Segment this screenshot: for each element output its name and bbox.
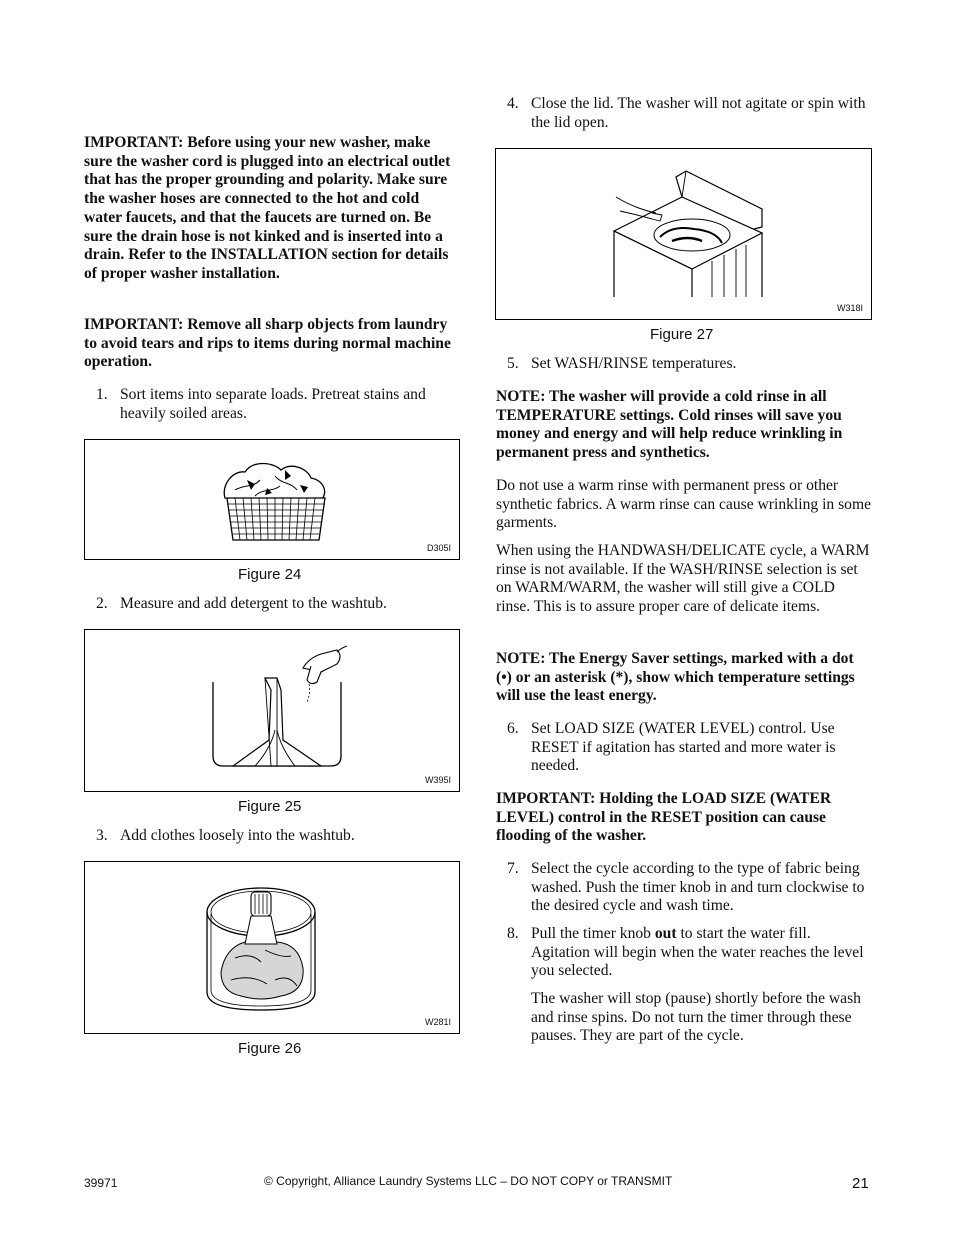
washer-lid-illustration — [496, 149, 871, 319]
paragraph-handwash-delicate: When using the HANDWASH/DELICATE cycle, a WARM rinse is not available. If the WASH/RINSE selection is set on WARM/WARM, the washer will still give a COLD rinse. This is to assure proper care of delicate items. — [496, 542, 870, 616]
step-text: Pull the timer knob — [531, 925, 655, 942]
step-set-temperatures: Set WASH/RINSE temperatures. — [531, 355, 737, 372]
note-energy-saver: NOTE: The Energy Saver settings, marked with a dot (•) or an asterisk (*), show which temperature settings will use the least energy. — [496, 650, 855, 705]
step-text: to start the water fill. Agitation will begin when the water reaches the level you selected. — [531, 925, 864, 980]
step-close-lid: Close the lid. The washer will not agitate or spin with the lid open. — [531, 95, 866, 131]
paragraph-pause-note: The washer will stop (pause) shortly before the wash and rinse spins. Do not turn the timer through these pauses. They are part of the cycle. — [531, 990, 861, 1045]
step-number: 2. — [96, 595, 108, 612]
important-notice-sharp-objects: IMPORTANT: Remove all sharp objects from laundry to avoid tears and rips to items during normal machine operation. — [84, 316, 451, 371]
laundry-basket-illustration — [85, 440, 459, 559]
step-select-cycle: Select the cycle according to the type of fabric being washed. Push the timer knob in and turn clockwise to the desired cycle and wash time. — [531, 860, 865, 915]
important-notice-load-size: IMPORTANT: Holding the LOAD SIZE (WATER LEVEL) control in the RESET position can cause flooding of the washer. — [496, 790, 832, 845]
figure-25-caption: Figure 25 — [238, 798, 302, 815]
document-number: 39971 — [84, 1176, 118, 1190]
step-sort-items: Sort items into separate loads. Pretreat stains and heavily soiled areas. — [120, 386, 426, 422]
step-number: 4. — [507, 95, 519, 112]
important-notice-setup: IMPORTANT: Before using your new washer, make sure the washer cord is plugged into an electrical outlet that has the proper grounding and polarity. Make sure the washer hoses are connected to the hot and cold water faucets, and that the faucets are turned on. Be sure the drain hose is not kinked and is inserted into a drain. Refer to the INSTALLATION section for details of proper washer installation. — [84, 134, 451, 282]
step-emphasis: out — [654, 925, 677, 942]
step-number: 3. — [96, 827, 108, 844]
step-add-detergent: Measure and add detergent to the washtub. — [120, 595, 387, 612]
step-number: 8. — [507, 925, 519, 942]
step-add-clothes: Add clothes loosely into the washtub. — [120, 827, 355, 844]
washtub-clothes-illustration — [85, 862, 459, 1033]
figure-26-clothes-in-tub — [84, 861, 460, 1034]
figure-27-caption: Figure 27 — [650, 326, 714, 343]
note-cold-rinse: NOTE: The washer will provide a cold rinse in all TEMPERATURE settings. Cold rinses will save you money and energy and will help reduce wrinkling in permanent press and synthetics. — [496, 388, 843, 462]
figure-25-detergent — [84, 629, 460, 792]
figure-24-caption: Figure 24 — [238, 566, 302, 583]
detergent-pour-illustration — [85, 630, 459, 791]
step-number: 7. — [507, 860, 519, 877]
copyright-notice: © Copyright, Alliance Laundry Systems LLC – DO NOT COPY or TRANSMIT — [264, 1174, 673, 1188]
figure-24-laundry-basket — [84, 439, 460, 560]
paragraph-warm-rinse: Do not use a warm rinse with permanent press or other synthetic fabrics. A warm rinse can cause wrinkling in some garments. — [496, 477, 872, 532]
figure-26-caption: Figure 26 — [238, 1040, 302, 1057]
step-number: 1. — [96, 386, 108, 403]
step-number: 6. — [507, 720, 519, 737]
step-number: 5. — [507, 355, 519, 372]
figure-code: W318I — [836, 303, 863, 313]
figure-code: W395I — [424, 775, 451, 785]
step-pull-timer-knob — [531, 925, 871, 981]
figure-27-close-lid — [495, 148, 872, 320]
figure-code: W281I — [424, 1017, 451, 1027]
page-number: 21 — [852, 1175, 869, 1192]
figure-code: D305I — [426, 543, 451, 553]
step-load-size: Set LOAD SIZE (WATER LEVEL) control. Use RESET if agitation has started and more water is needed. — [531, 720, 836, 775]
